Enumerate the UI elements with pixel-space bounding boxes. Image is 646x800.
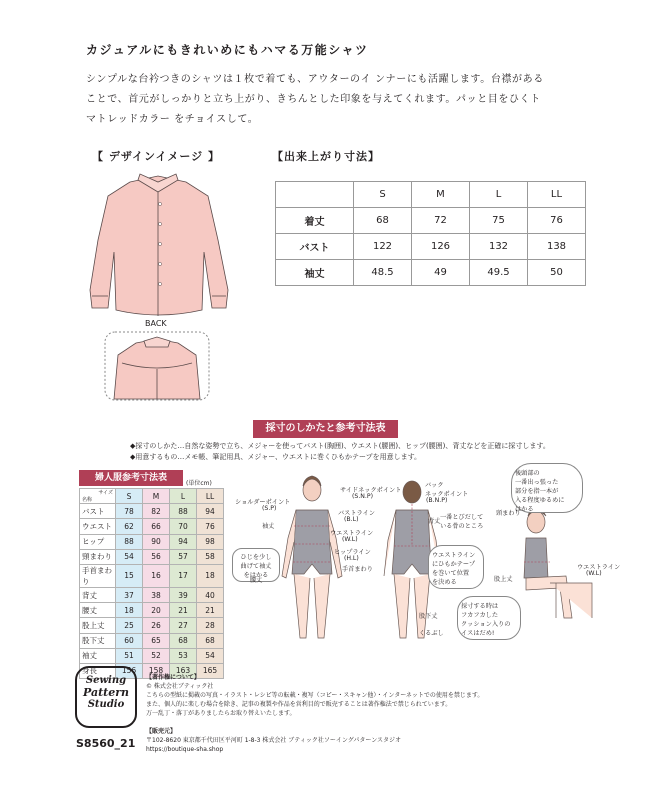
table-row xyxy=(80,603,224,618)
cell: 82 xyxy=(143,504,170,519)
cell: 53 xyxy=(170,648,197,663)
label-bust-line: バストライン xyxy=(338,510,375,517)
cell: 28 xyxy=(197,618,224,633)
table-row xyxy=(80,564,224,587)
cell: 94 xyxy=(197,504,224,519)
logo-line: Pattern xyxy=(82,686,130,699)
seller-line: 〒102-8620 東京都千代田区平河町 1-8-3 株式会社 ブティック社ソーイングパターンスタジオ xyxy=(146,737,402,744)
label-waist-line2: ウエストライン xyxy=(577,564,621,571)
copyright-heading: 【著作権について】 xyxy=(146,674,200,681)
cell: 75 xyxy=(470,208,528,234)
logo-line: Studio xyxy=(87,699,125,710)
table-header-row xyxy=(276,182,586,208)
row-label: バスト xyxy=(276,234,354,260)
cell: 27 xyxy=(170,618,197,633)
label-back-neck-point: バック ネックポイント xyxy=(425,482,469,498)
column-header: S xyxy=(116,489,143,504)
cell: 98 xyxy=(197,534,224,549)
cell: 72 xyxy=(412,208,470,234)
cell: 52 xyxy=(143,648,170,663)
label-shoulder-point: ショルダーポイント xyxy=(235,499,291,506)
copyright-line: また、個人的に楽しむ場合を除き、記事の複製や作品を営利目的で販売することは著作権法で禁じられています。 xyxy=(146,701,452,708)
row-label: 股上丈 xyxy=(80,618,116,633)
intro-line: シンプルな台衿つきのシャツは１枚で着ても、アウターのイ ンナーにも活躍します。台襟がある xyxy=(86,74,544,85)
bump-note: 一番とびだして いる骨のところ xyxy=(440,514,484,530)
back-label: BACK xyxy=(145,319,167,328)
cell: 158 xyxy=(143,663,170,678)
cell: 21 xyxy=(170,603,197,618)
row-label: 着丈 xyxy=(276,208,354,234)
cell: 65 xyxy=(143,633,170,648)
cell: 78 xyxy=(116,504,143,519)
cell: 60 xyxy=(116,633,143,648)
label-waist-length: 腰丈 xyxy=(250,577,263,584)
table-row xyxy=(276,208,586,234)
table-header-row xyxy=(80,489,224,504)
label-neck-circ: 頸まわり xyxy=(496,510,521,517)
cell: 56 xyxy=(143,549,170,564)
intro-line: マトレッドカラー をチョイスして。 xyxy=(86,114,259,125)
table-row xyxy=(80,549,224,564)
table-row xyxy=(80,633,224,648)
cell: 132 xyxy=(470,234,528,260)
table-row xyxy=(80,534,224,549)
cell: 49.5 xyxy=(470,260,528,286)
cell: 50 xyxy=(528,260,586,286)
cell: 40 xyxy=(197,587,224,602)
intro-text xyxy=(86,70,586,130)
label-waist-line: ウエストライン xyxy=(330,530,374,537)
seller-url[interactable]: https://boutique-sha.shop xyxy=(146,746,224,753)
neck-note: 後頭部の 一番出っ張った 部分を指一本が 入る程度ゆるめに はかる xyxy=(511,463,583,513)
cell: 25 xyxy=(116,618,143,633)
cell: 21 xyxy=(197,603,224,618)
table-row xyxy=(80,587,224,602)
cell: 165 xyxy=(197,663,224,678)
cell: 54 xyxy=(116,549,143,564)
copyright-line: 万一乱丁・落丁がありましたらお取り替えいたします。 xyxy=(146,710,296,717)
label-back-length: 背丈 xyxy=(428,518,441,525)
shirt-back-illustration xyxy=(104,331,210,401)
cell: 54 xyxy=(197,648,224,663)
column-header: LL xyxy=(528,182,586,208)
design-image-heading: 【 デザインイメージ 】 xyxy=(92,150,221,163)
product-code: S8560_21 xyxy=(76,737,136,750)
cell: 39 xyxy=(170,587,197,602)
cell: 51 xyxy=(116,648,143,663)
corner-cell xyxy=(80,489,116,504)
cell: 48.5 xyxy=(354,260,412,286)
cell: 18 xyxy=(116,603,143,618)
column-header: S xyxy=(354,182,412,208)
cell: 57 xyxy=(170,549,197,564)
corner-top: サイズ xyxy=(98,490,113,496)
reference-size-banner: 婦人服参考寸法表 xyxy=(79,470,183,486)
cell: 58 xyxy=(197,549,224,564)
row-label: ヒップ xyxy=(80,534,116,549)
elbow-note: ひじを少し 曲げて袖丈 をはかる xyxy=(232,548,280,582)
cell: 38 xyxy=(143,587,170,602)
table-row xyxy=(80,648,224,663)
cushion-note: 採寸する時は フカフカした クッション入りの イスはだめ! xyxy=(457,596,521,640)
label-ankle: くるぶし xyxy=(419,630,444,637)
cell: 138 xyxy=(528,234,586,260)
size-heading: 【出来上がり寸法】 xyxy=(272,150,380,163)
table-row xyxy=(80,504,224,519)
cell: 94 xyxy=(170,534,197,549)
finished-size-table xyxy=(275,181,586,286)
label-side-neck-point: サイドネックポイント xyxy=(340,487,402,494)
column-header: M xyxy=(412,182,470,208)
label-sleeve-length: 袖丈 xyxy=(262,523,275,530)
corner-bottom: 名称 xyxy=(82,497,93,504)
cell: 49 xyxy=(412,260,470,286)
cell: 76 xyxy=(528,208,586,234)
waistline-note: ウエストライン にひもかテープ を巻いて位置 を決める xyxy=(428,545,484,589)
cell: 16 xyxy=(143,564,170,587)
measure-banner: 採寸のしかたと参考寸法表 xyxy=(253,420,398,438)
intro-line: ことで、首元がしっかりと立ち上がり、きちんとした印象を与えてくれます。パッと目をひくト xyxy=(86,94,541,105)
cell: 156 xyxy=(116,663,143,678)
row-label: 頸まわり xyxy=(80,549,116,564)
sewing-pattern-studio-logo xyxy=(75,666,137,728)
label-waist-line2-abbr: (W.L) xyxy=(586,570,602,577)
cell: 26 xyxy=(143,618,170,633)
cell: 88 xyxy=(170,504,197,519)
label-bust-line-abbr: (B.L) xyxy=(344,516,359,523)
cell: 15 xyxy=(116,564,143,587)
label-waist-line-abbr: (W.L) xyxy=(342,536,358,543)
row-label: ウエスト xyxy=(80,519,116,534)
cell: 70 xyxy=(170,519,197,534)
copyright-block xyxy=(146,673,616,718)
row-label: バスト xyxy=(80,504,116,519)
column-header: L xyxy=(470,182,528,208)
copyright-line: こちらの型紙に掲載の写真・イラスト・レシピ等の転載・複写（コピー・スキャン他）・インターネットでの使用を禁じます。 xyxy=(146,692,484,699)
cell: 163 xyxy=(170,663,197,678)
cell: 62 xyxy=(116,519,143,534)
seller-heading: 【販売元】 xyxy=(146,728,177,735)
reference-size-table xyxy=(79,488,224,679)
copyright-line: © 株式会社ブティック社 xyxy=(146,683,214,690)
label-back-neck-point-abbr: (B.N.P) xyxy=(426,497,448,504)
row-label: 袖丈 xyxy=(80,648,116,663)
cell: 20 xyxy=(143,603,170,618)
logo-line: Sewing xyxy=(85,675,127,686)
cell: 76 xyxy=(197,519,224,534)
cell: 88 xyxy=(116,534,143,549)
row-label: 身長 xyxy=(80,663,116,678)
cell: 18 xyxy=(197,564,224,587)
row-label: 腰丈 xyxy=(80,603,116,618)
label-wrist: 手首まわり xyxy=(342,566,373,573)
cell: 126 xyxy=(412,234,470,260)
unit-label: (単位cm) xyxy=(186,480,212,487)
label-inseam: 股下丈 xyxy=(419,613,438,620)
table-row xyxy=(276,260,586,286)
cell: 68 xyxy=(197,633,224,648)
label-side-neck-point-abbr: (S.N.P) xyxy=(352,493,374,500)
page-title: カジュアルにもきれいめにもハマる万能シャツ xyxy=(86,43,369,57)
row-label: 背丈 xyxy=(80,587,116,602)
shirt-front-illustration xyxy=(80,170,240,320)
label-hip-line-abbr: (H.L) xyxy=(344,555,359,562)
cell: 17 xyxy=(170,564,197,587)
column-header: LL xyxy=(197,489,224,504)
cell: 122 xyxy=(354,234,412,260)
cell: 68 xyxy=(170,633,197,648)
column-header: L xyxy=(170,489,197,504)
cell: 37 xyxy=(116,587,143,602)
cell: 66 xyxy=(143,519,170,534)
label-hip-line: ヒップライン xyxy=(334,549,371,556)
cell: 68 xyxy=(354,208,412,234)
column-header: M xyxy=(143,489,170,504)
table-row xyxy=(80,519,224,534)
seller-block xyxy=(146,727,616,754)
label-shoulder-point-abbr: (S.P) xyxy=(262,505,277,512)
row-label: 袖丈 xyxy=(276,260,354,286)
table-row xyxy=(276,234,586,260)
label-rise: 股上丈 xyxy=(494,576,513,583)
measure-note: ◆採寸のしかた…自然な姿勢で立ち、メジャーを使ってバスト(胸囲)、ウエスト(腰囲)、ヒップ(腰囲)、背丈などを正確に採寸します。 xyxy=(130,442,550,450)
row-label: 手首まわり xyxy=(80,564,116,587)
cell: 90 xyxy=(143,534,170,549)
measure-note: ◆用意するもの…メモ帳、筆記用具、メジャー、ウエストに巻くひもかテープを用意します。 xyxy=(130,453,422,461)
row-label: 股下丈 xyxy=(80,633,116,648)
table-row xyxy=(80,618,224,633)
